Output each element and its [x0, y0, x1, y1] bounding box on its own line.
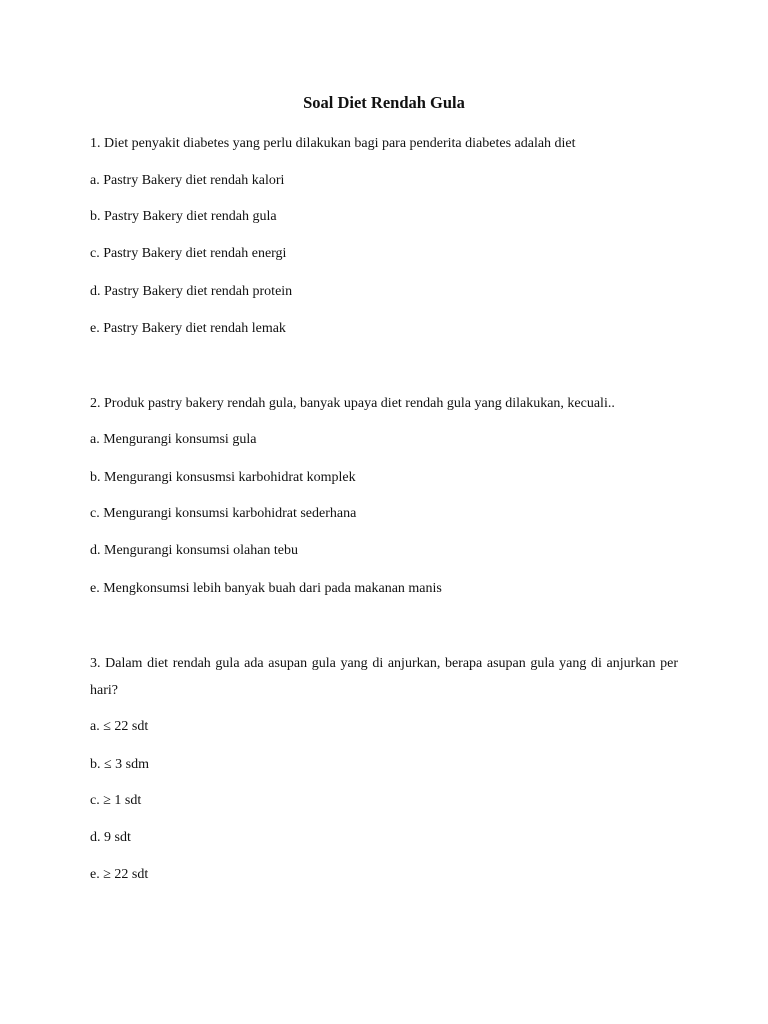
q2-option-b: b. Mengurangi konsusmsi karbohidrat komplek	[90, 470, 356, 485]
q2-option-e: e. Mengkonsumsi lebih banyak buah dari pada makanan manis	[90, 581, 442, 596]
question-2: 2. Produk pastry bakery rendah gula, banyak upaya diet rendah gula yang dilakukan, kecuali..	[90, 396, 615, 411]
q2-option-a: a. Mengurangi konsumsi gula	[90, 432, 257, 447]
q1-option-e: e. Pastry Bakery diet rendah lemak	[90, 321, 286, 336]
document-title: Soal Diet Rendah Gula	[303, 93, 465, 112]
question-1: 1. Diet penyakit diabetes yang perlu dilakukan bagi para penderita diabetes adalah diet	[90, 136, 576, 151]
q1-option-b: b. Pastry Bakery diet rendah gula	[90, 209, 277, 224]
q2-option-c: c. Mengurangi konsumsi karbohidrat sederhana	[90, 506, 357, 521]
q3-option-b: b. ≤ 3 sdm	[90, 757, 150, 772]
q1-option-d: d. Pastry Bakery diet rendah protein	[90, 284, 293, 299]
q2-option-d: d. Mengurangi konsumsi olahan tebu	[90, 543, 299, 558]
q1-option-a: a. Pastry Bakery diet rendah kalori	[90, 173, 285, 188]
q3-option-a: a. ≤ 22 sdt	[90, 719, 149, 734]
question-3: 3. Dalam diet rendah gula ada asupan gula yang di anjurkan, berapa asupan gula yang di anjurkan per hari?	[90, 656, 678, 698]
q3-option-e: e. ≥ 22 sdt	[90, 867, 149, 882]
q3-option-c: c. ≥ 1 sdt	[90, 793, 142, 808]
q3-option-d: d. 9 sdt	[90, 830, 131, 845]
q1-option-c: c. Pastry Bakery diet rendah energi	[90, 246, 287, 261]
